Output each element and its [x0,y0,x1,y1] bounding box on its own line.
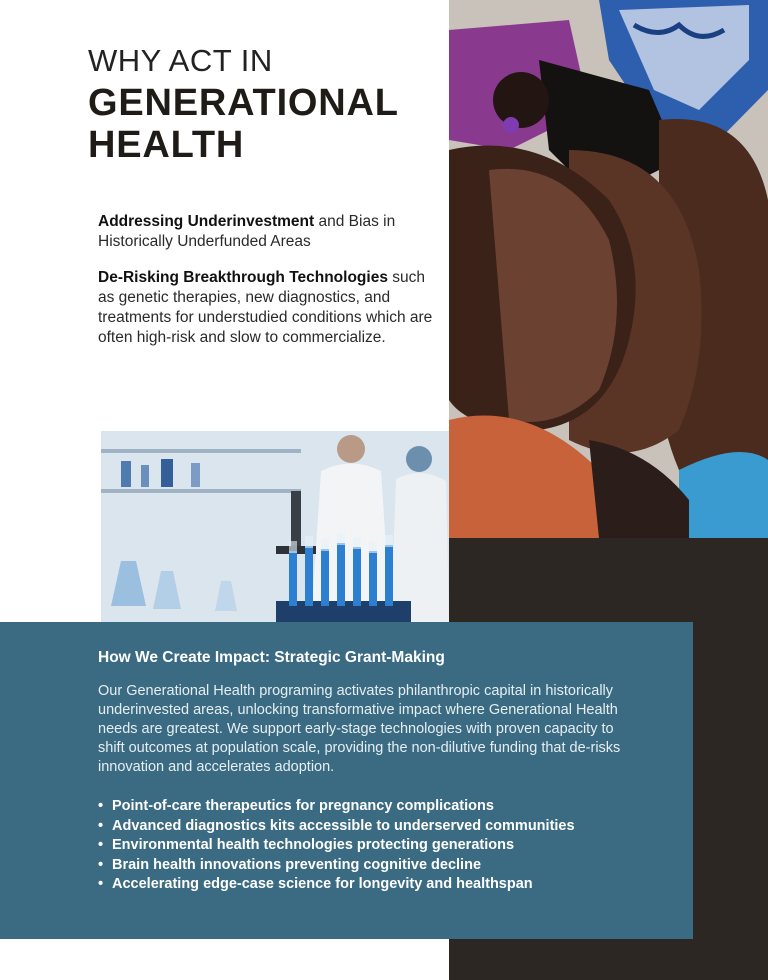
intro-point-1-text: and Bias in Historically Underfunded Areas [98,213,396,250]
intro-point-2-bold: De-Risking Breakthrough Technologies [98,269,388,286]
impact-bullet: • Advanced diagnostics kits accessible to underserved communities [98,817,633,837]
intro-points [98,212,443,364]
page-title [88,44,448,166]
lab-photo [101,431,449,623]
impact-panel [0,622,693,939]
impact-heading: How We Create Impact: Strategic Grant-Making [98,649,445,666]
impact-bullet: • Environmental health technologies protecting generations [98,836,633,856]
impact-bullet: • Point-of-care therapeutics for pregnancy complications [98,797,633,817]
impact-bullet: • Brain health innovations preventing cognitive decline [98,856,633,876]
family-photo [449,0,768,538]
intro-point-2-text: such as genetic therapies, new diagnostics, and treatments for understudied conditions which are often high-risk and slow to commercialize. [98,269,433,346]
impact-body: Our Generational Health programing activates philanthropic capital in historically underinvested areas, unlocking transformative impact where Generational Health needs are greatest. We support early-stage technologies with proven capacity to shift outcomes at population scale, providing the non-dilutive funding that de-risks innovation and accelerates adoption. [98,683,621,775]
impact-bullet: • Accelerating edge-case science for longevity and healthspan [98,875,633,895]
title-main-line-2: HEALTH [88,124,245,166]
impact-bullet-list [98,797,633,895]
intro-point-2 [98,268,443,348]
intro-point-1-bold: Addressing Underinvestment [98,213,315,230]
title-main-line-1: GENERATIONAL [88,82,399,124]
intro-point-1 [98,212,443,252]
title-prefix: WHY ACT IN [88,43,273,78]
